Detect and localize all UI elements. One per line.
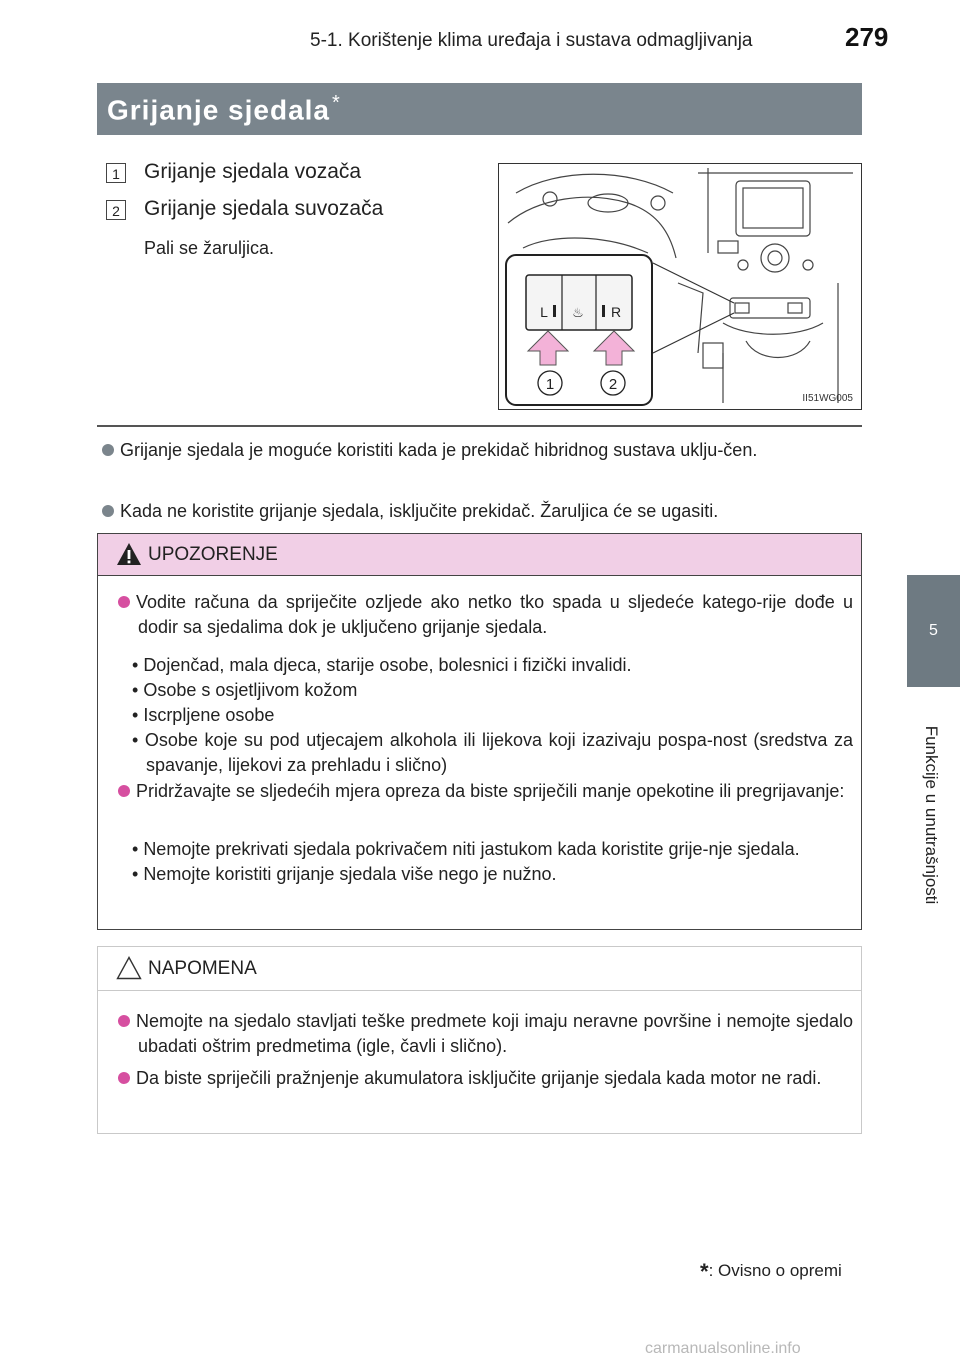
warning-list-1-item: Iscrpljene osobe [143,705,275,725]
warning-box [97,533,862,930]
callout-2: 2 [608,376,618,393]
warning-list-2-item: Nemojte koristiti grijanje sjedala više nego je nužno. [143,864,557,884]
bullet-icon [102,505,114,517]
warning-paragraph-2 [118,779,853,804]
page-number: 279 [845,22,889,52]
item-number-1: 1 [106,163,126,183]
notice-header [98,947,861,991]
notice-triangle-icon [116,956,142,980]
bullet-icon [118,785,130,797]
notice-paragraph-2-text: Da biste spriječili pražnjenje akumulatora isključite grijanje sjedala kada motor ne radi. [136,1068,822,1088]
footnote-text: : Ovisno o opremi [708,1261,842,1280]
item-label-2: Grijanje sjedala suvozača [144,197,384,220]
item-note: Pali se žaruljica. [144,238,275,258]
warning-list-1-item: Dojenčad, mala djeca, starije osobe, bolesnici i fizički invalidi. [143,655,632,675]
item-label-1: Grijanje sjedala vozača [144,160,362,183]
right-switch-label: R [610,304,622,320]
warning-heading: UPOZORENJE [148,544,278,565]
bullet-icon [102,444,114,456]
warning-paragraph-1-text: Vodite računa da spriječite ozljede ako netko tko spada u sljedeće katego-rije dođe u dodir sa sjedalima dok je uključeno grijanje sjedala. [136,592,853,637]
warning-list-1-item: Osobe s osjetljivom kožom [143,680,358,700]
warning-paragraph-1 [118,590,853,640]
figure-code: II51WG005 [802,393,853,404]
chapter-label-text: Funkcije u unutrašnjosti [922,725,941,905]
warning-paragraph-2-text: Pridržavajte se sljedećih mjera opreza da biste spriječili manje opekotine ili pregrijavanje: [136,781,845,801]
bullet-icon [118,1072,130,1084]
info-bullet-2-text: Kada ne koristite grijanje sjedala, isključite prekidač. Žaruljica će se ugasiti. [120,501,719,521]
warning-list-2-item: Nemojte prekrivati sjedala pokrivačem niti jastukom kada koristite grije-nje sjedala. [143,839,800,859]
notice-paragraph-1 [118,1009,853,1059]
left-switch-label: L [540,304,548,320]
info-bullet-1 [102,437,862,463]
warning-list-1-item: Osobe koje su pod utjecajem alkohola ili lijekova koji izazivaju pospa-nost (sredstva za spavanje, lijekovi za prehladu i slično) [144,730,853,775]
asterisk-mark: * [332,92,341,114]
warning-triangle-icon [116,542,142,566]
warning-list-1: • Dojenčad, mala djeca, starije osobe, bolesnici i fizički invalidi. • Osobe s osjetljivom kožom • Iscrpljene osobe • Osobe koje su pod utjecajem alkohola ili lijekova koji izazivaju pospa-nost (sredstva za spavanje, lijekovi za prehladu i slično) [132,655,853,775]
notice-paragraph-2 [118,1066,853,1091]
callout-1: 1 [545,376,555,393]
section-divider [97,425,862,427]
heat-seat-icon: ♨ [572,306,584,321]
seat-heater-figure [498,163,862,410]
footnote [700,1259,842,1285]
heading-text-wrap [107,92,341,126]
footnote-asterisk: * [700,1259,709,1284]
bullet-icon [118,1015,130,1027]
warning-list-2: • Nemojte prekrivati sjedala pokrivačem niti jastukom kada koristite grije-nje sjedala. • Nemojte koristiti grijanje sjedala više nego je nužno. [132,839,800,884]
notice-box [97,946,862,1134]
section-heading [97,83,862,135]
section-title: 5-1. Korištenje klima uređaja i sustava odmagljivanja [310,30,753,51]
chapter-tab: 5 [907,575,960,687]
notice-heading: NAPOMENA [148,958,257,979]
notice-paragraph-1-text: Nemojte na sjedalo stavljati teške predmete koji imaju neravne površine i nemojte sjedalo ubadati oštrim predmetima (igle, čavli i slično). [136,1011,853,1056]
chapter-label [919,700,943,930]
watermark: carmanualsonline.info [645,1340,801,1357]
warning-header [98,534,861,576]
info-bullet-2 [102,498,862,524]
item-number-2: 2 [106,200,126,220]
heading-text: Grijanje sjedala [107,94,330,126]
bullet-icon [118,596,130,608]
info-bullet-1-text: Grijanje sjedala je moguće koristiti kada je prekidač hibridnog sustava uklju-čen. [120,440,758,460]
dashboard-illustration [498,163,862,410]
